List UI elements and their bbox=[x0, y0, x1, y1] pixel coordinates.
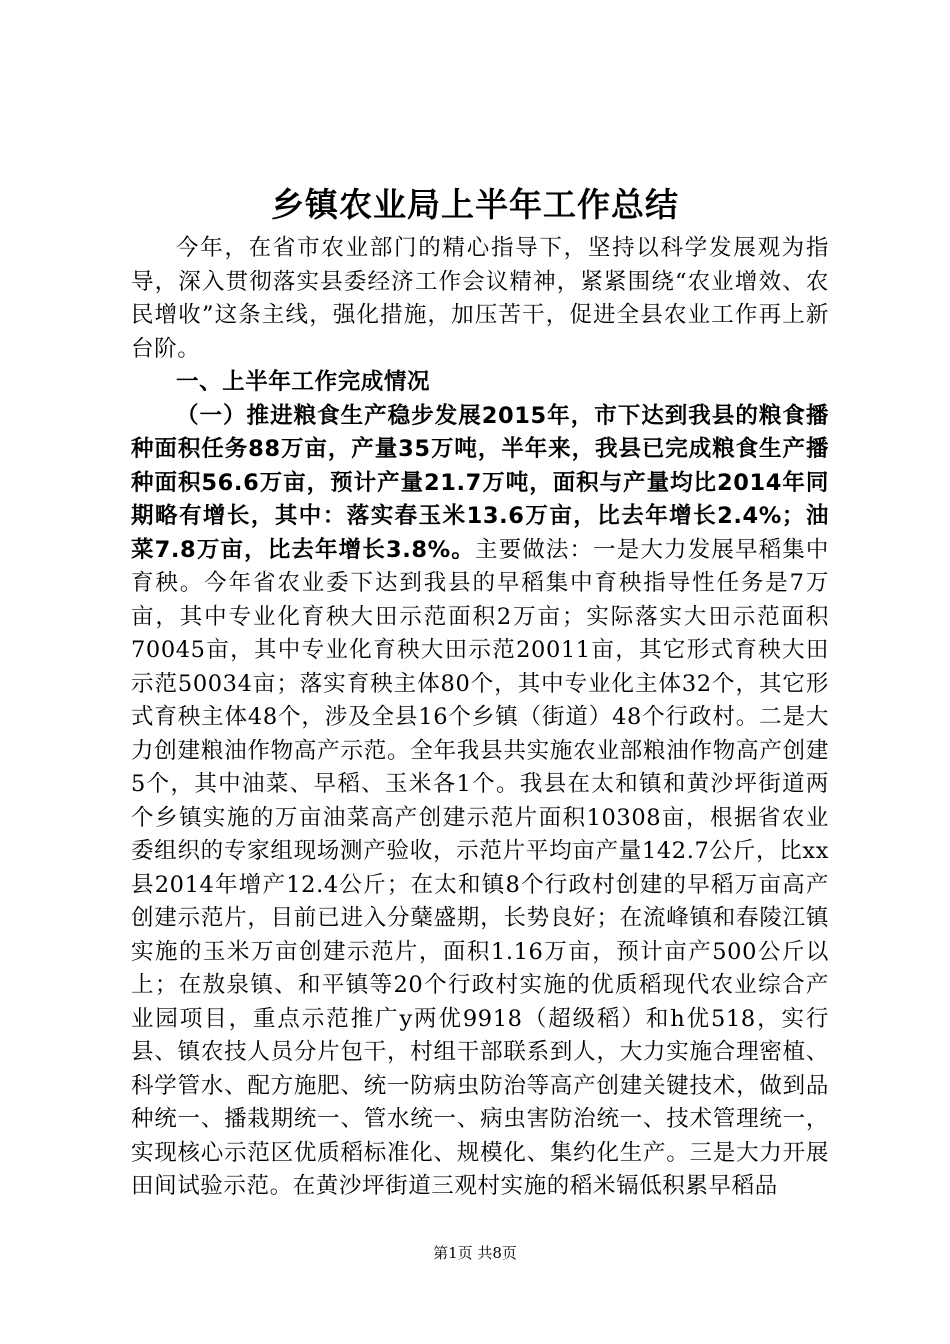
subsection-body: 主要做法：一是大力发展早稻集中育秧。今年省农业委下达到我县的早稻集中育秧指导性任务是7万亩，其中专业化育秧大田示范面积2万亩；实际落实大田示范面积70045亩，其中专业化育秧大田示范20011亩，其它形式育秧大田示范50034亩；落实育秧主体80个，其中专业化主体32个，其它形式育秧主体48个，涉及全县16个乡镇（街道）48个行政村。二是大力创建粮油作物高产示范。全年我县共实施农业部粮油作物高产创建5个，其中油菜、早稻、玉米各1个。我县在太和镇和黄沙坪街道两个乡镇实施的万亩油菜高产创建示范片面积10308亩，根据省农业委组织的专家组现场测产验收，示范片平均亩产量142.7公斤，比xx县2014年增产12.4公斤；在太和镇8个行政村创建的早稻万亩高产创建示范片，目前已进入分蘖盛期，长势良好；在流峰镇和春陵江镇实施的玉米万亩创建示范片，面积1.16万亩，预计亩产500公斤以上；在敖泉镇、和平镇等20个行政村实施的优质稻现代农业综合产业园项目，重点示范推广y两优9918（超级稻）和h优518，实行县、镇农技人员分片包干，村组干部联系到人，大力实施合理密植、科学管水、配方施肥、统一防病虫防治等高产创建关键技术，做到品种统一、播栽期统一、管水统一、病虫害防治统一、技术管理统一，实现核心示范区优质稻标准化、规模化、集约化生产。三是大力开展田间试验示范。在黄沙坪街道三观村实施的稻米镉低积累早稻品 bbox=[131, 536, 829, 1199]
document-body bbox=[131, 232, 829, 1204]
intro-paragraph: 今年，在省市农业部门的精心指导下，坚持以科学发展观为指导，深入贯彻落实县委经济工作会议精神，紧紧围绕“农业增效、农民增收”这条主线，强化措施，加压苦干，促进全县农业工作再上新台阶。 bbox=[131, 235, 829, 362]
subsection-bold-lead: （一）推进粮食生产稳步发展2015年，市下达到我县的粮食播种面积任务88万亩，产量35万吨，半年来，我县已完成粮食生产播种面积56.6万亩，预计产量21.7万吨，面积与产量均比2014年同期略有增长，其中：落实春玉米13.6万亩，比去年增长2.4%；油菜7.8万亩，比去年增长3.8%。 bbox=[131, 402, 829, 563]
section-heading: 一、上半年工作完成情况 bbox=[176, 369, 431, 395]
subsection-paragraph bbox=[131, 400, 829, 1204]
page-footer: 第1页 共8页 bbox=[433, 1244, 517, 1262]
document-title: 乡镇农业局上半年工作总结 bbox=[271, 185, 679, 224]
